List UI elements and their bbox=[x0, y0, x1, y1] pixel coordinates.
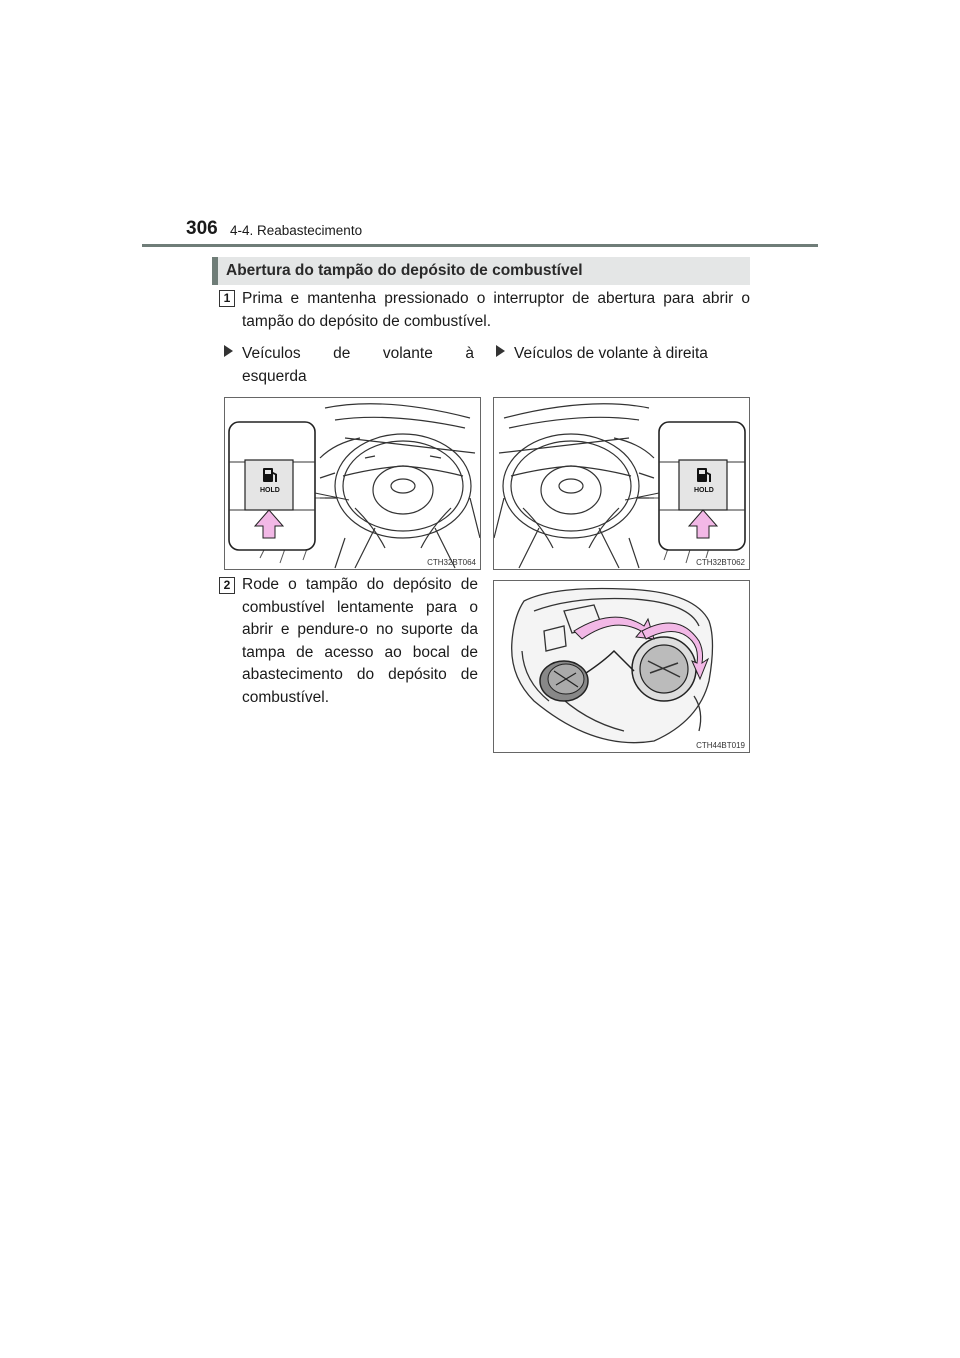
step-1-text: Prima e mantenha pressionado o interruptor de abertura para abrir o tampão do depósito de combustível. bbox=[242, 290, 750, 330]
hold-label: HOLD bbox=[694, 487, 714, 494]
fuel-filler-neck bbox=[632, 637, 696, 701]
bullet-left-word: volante bbox=[382, 345, 433, 362]
page-number: 306 bbox=[186, 218, 218, 239]
step-2-text: Rode o tampão do depósito de combustível lentamente para o abrir e pendure-o no suporte da tampa de acesso ao bocal de abastecimento do depósito de combustível. bbox=[242, 576, 478, 706]
subheading-title: Abertura do tampão do depósito de combustível bbox=[226, 262, 583, 279]
step-1-badge: 1 bbox=[219, 290, 235, 307]
figure-fuel-cap bbox=[493, 580, 750, 753]
bullet-triangle-icon bbox=[224, 345, 233, 357]
section-title: 4-4. Reabastecimento bbox=[230, 223, 363, 238]
figure-code: CTH32BT064 bbox=[427, 558, 476, 567]
dashboard-illustration bbox=[494, 398, 749, 569]
fuel-cap-illustration bbox=[494, 581, 749, 752]
bullet-left-line2: esquerda bbox=[242, 367, 307, 385]
hold-label: HOLD bbox=[260, 487, 280, 494]
header-divider bbox=[142, 244, 818, 247]
fuel-door-switch bbox=[679, 460, 727, 510]
bullet-right-label: Veículos de volante à direita bbox=[514, 345, 708, 362]
figure-right-hand-drive bbox=[493, 397, 750, 570]
bullet-left-word: de bbox=[333, 345, 351, 362]
fuel-cap bbox=[540, 661, 588, 701]
figure-code: CTH32BT062 bbox=[696, 558, 745, 567]
figure-code: CTH44BT019 bbox=[696, 741, 745, 750]
dashboard-illustration bbox=[225, 398, 480, 569]
bullet-triangle-icon bbox=[496, 345, 505, 357]
bullet-left-word: à bbox=[465, 345, 474, 362]
bullet-left-word: Veículos bbox=[242, 345, 301, 362]
subheading-accent bbox=[212, 257, 218, 285]
bullet-left-hand-drive bbox=[224, 343, 474, 388]
figure-left-hand-drive bbox=[224, 397, 481, 570]
bullet-right-hand-drive bbox=[496, 343, 750, 366]
step-2-badge: 2 bbox=[219, 577, 235, 594]
fuel-door-switch bbox=[245, 460, 293, 510]
